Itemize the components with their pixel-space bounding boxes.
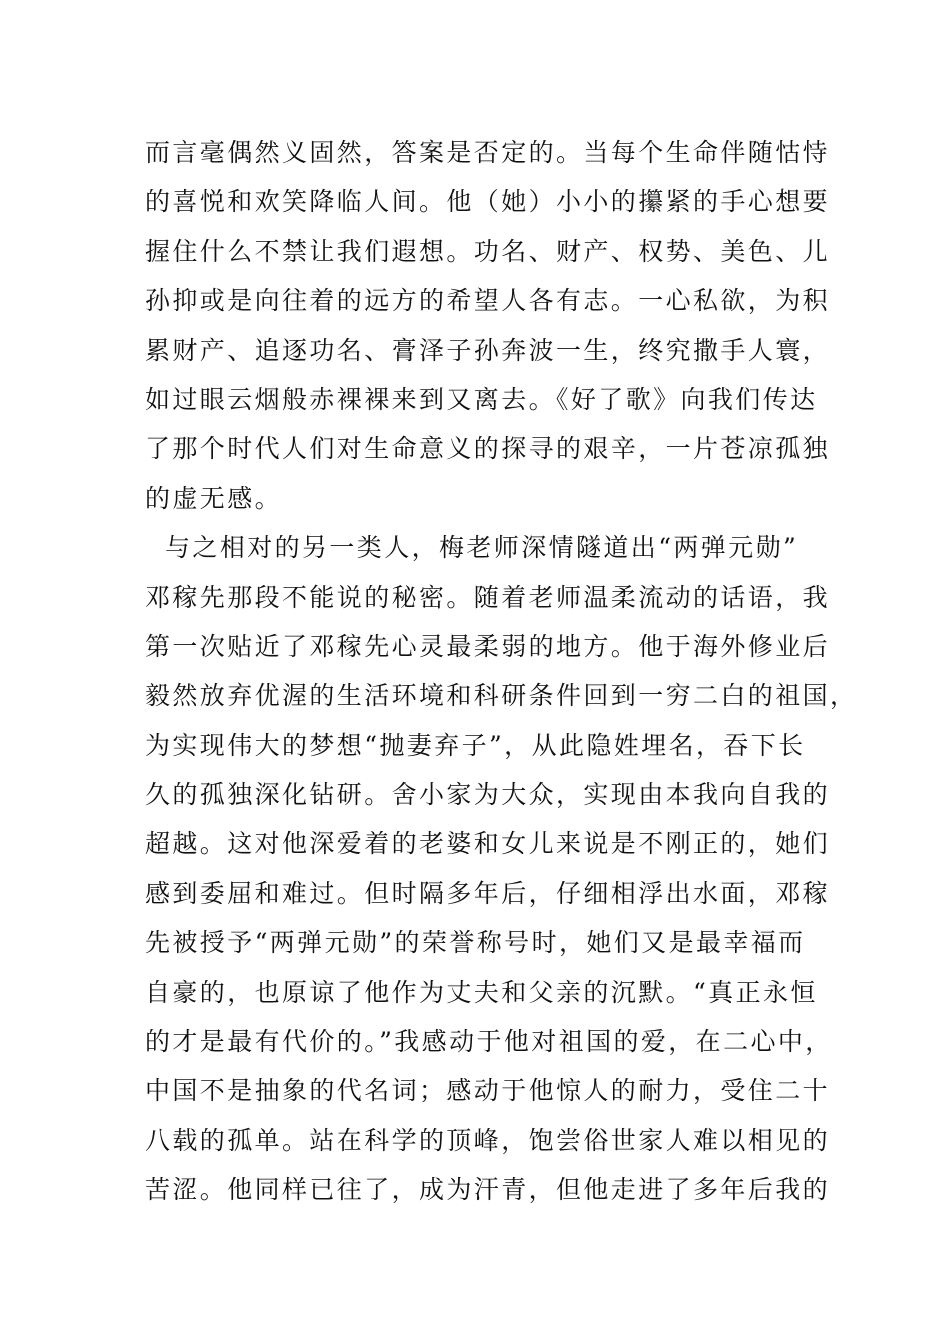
text-line: 为实现伟大的梦想“抛妻弃子”，从此隐姓埋名，吞下长 [145,730,806,760]
text-line: 苦涩。他同样已往了，成为汗青，但他走进了多年后我的 [145,1175,831,1205]
text-line: 毅然放弃优渥的生活环境和科研条件回到一穷二白的祖国， [145,681,858,711]
paragraph-start-line: 与之相对的另一类人，梅老师深情隧道出“两弹元勋” [165,533,799,563]
text-line: 孙抑或是向往着的远方的希望人各有志。一心私欲，为积 [145,286,831,316]
text-line: 感到委屈和难过。但时隔多年后，仔细相浮出水面，邓稼 [145,878,831,908]
text-line: 如过眼云烟般赤裸裸来到又离去。《好了歌》向我们传达 [145,384,818,414]
text-line: 而言毫偶然义固然，答案是否定的。当每个生命伴随怙恃 [145,138,831,167]
text-line: 第一次贴近了邓稼先心灵最柔弱的地方。他于海外修业后 [145,631,831,661]
text-line: 的喜悦和欢笑降临人间。他（她）小小的攥紧的手心想要 [145,187,831,217]
text-line: 中国不是抽象的代名词；感动于他惊人的耐力，受住二十 [145,1076,831,1106]
text-line: 先被授予“两弹元勋”的荣誉称号时，她们又是最幸福而 [145,928,806,958]
text-line: 了那个时代人们对生命意义的探寻的艰辛，一片苍凉孤独 [145,434,831,464]
text-line: 自豪的，也原谅了他作为丈夫和父亲的沉默。“真正永恒 [145,977,818,1007]
text-line: 久的孤独深化钻研。舍小家为大众，实现由本我向自我的 [145,780,831,810]
text-line: 的才是最有代价的。”我感动于他对祖国的爱，在二心中， [145,1027,833,1057]
text-line: 的虚无感。 [145,483,283,513]
text-line: 邓稼先那段不能说的秘密。随着老师温柔流动的话语，我 [145,582,831,612]
text-line: 累财产、追逐功名、膏泽子孙奔波一生，终究撒手人寰， [145,335,831,365]
body-text [145,128,858,1215]
text-line: 握住什么不禁让我们遐想。功名、财产、权势、美色、儿 [145,236,831,266]
text-line: 八载的孤单。站在科学的顶峰，饱尝俗世家人难以相见的 [145,1125,831,1155]
text-line: 超越。这对他深爱着的老婆和女儿来说是不刚正的，她们 [145,829,831,859]
